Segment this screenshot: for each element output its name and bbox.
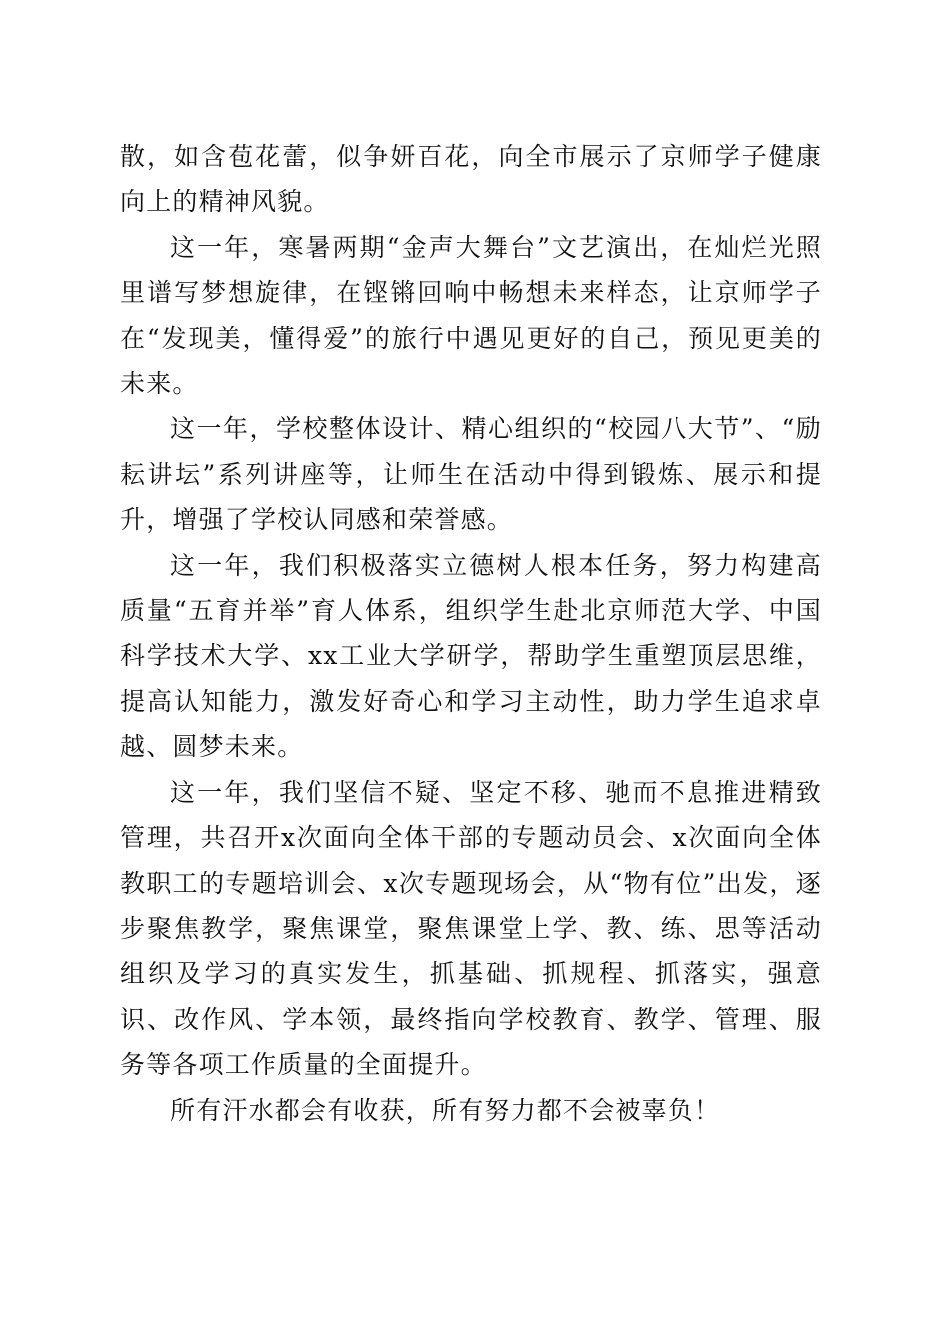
paragraph-continued: 散，如含苞花蕾，似争妍百花，向全市展示了京师学子健康向上的精神风貌。	[120, 142, 822, 217]
paragraph-closing: 所有汗水都会有收获，所有努力都不会被辜负！	[170, 1095, 721, 1125]
paragraph-campus-festivals: 这一年，学校整体设计、精心组织的“校园八大节”、“励耘讲坛”系列讲座等，让师生在活动中得到锻炼、展示和提升，增强了学校认同感和荣誉感。	[120, 414, 822, 535]
paragraph-golden-voice-stage: 这一年，寒暑两期“金声大舞台”文艺演出，在灿烂光照里谱写梦想旋律，在铿锵回响中畅想未来样态，让京师学子在“发现美，懂得爱”的旅行中遇见更好的自己，预见更美的未来。	[120, 232, 822, 399]
paragraph-five-education: 这一年，我们积极落实立德树人根本任务，努力构建高质量“五育并举”育人体系，组织学生赴北京师范大学、中国科学技术大学、xx工业大学研学，帮助学生重塑顶层思维，提高认知能力，激发好奇心和学习主动性，助力学生追求卓越、圆梦未来。	[120, 550, 822, 762]
document-body	[120, 134, 822, 1133]
paragraph-fine-management: 这一年，我们坚信不疑、坚定不移、驰而不息推进精致管理，共召开x次面向全体干部的专题动员会、x次面向全体教职工的专题培训会、x次专题现场会，从“物有位”出发，逐步聚焦教学，聚焦课堂，聚焦课堂上学、教、练、思等活动组织及学习的真实发生，抓基础、抓规程、抓落实，强意识、改作风、学本领，最终指向学校教育、教学、管理、服务等各项工作质量的全面提升。	[120, 777, 822, 1080]
